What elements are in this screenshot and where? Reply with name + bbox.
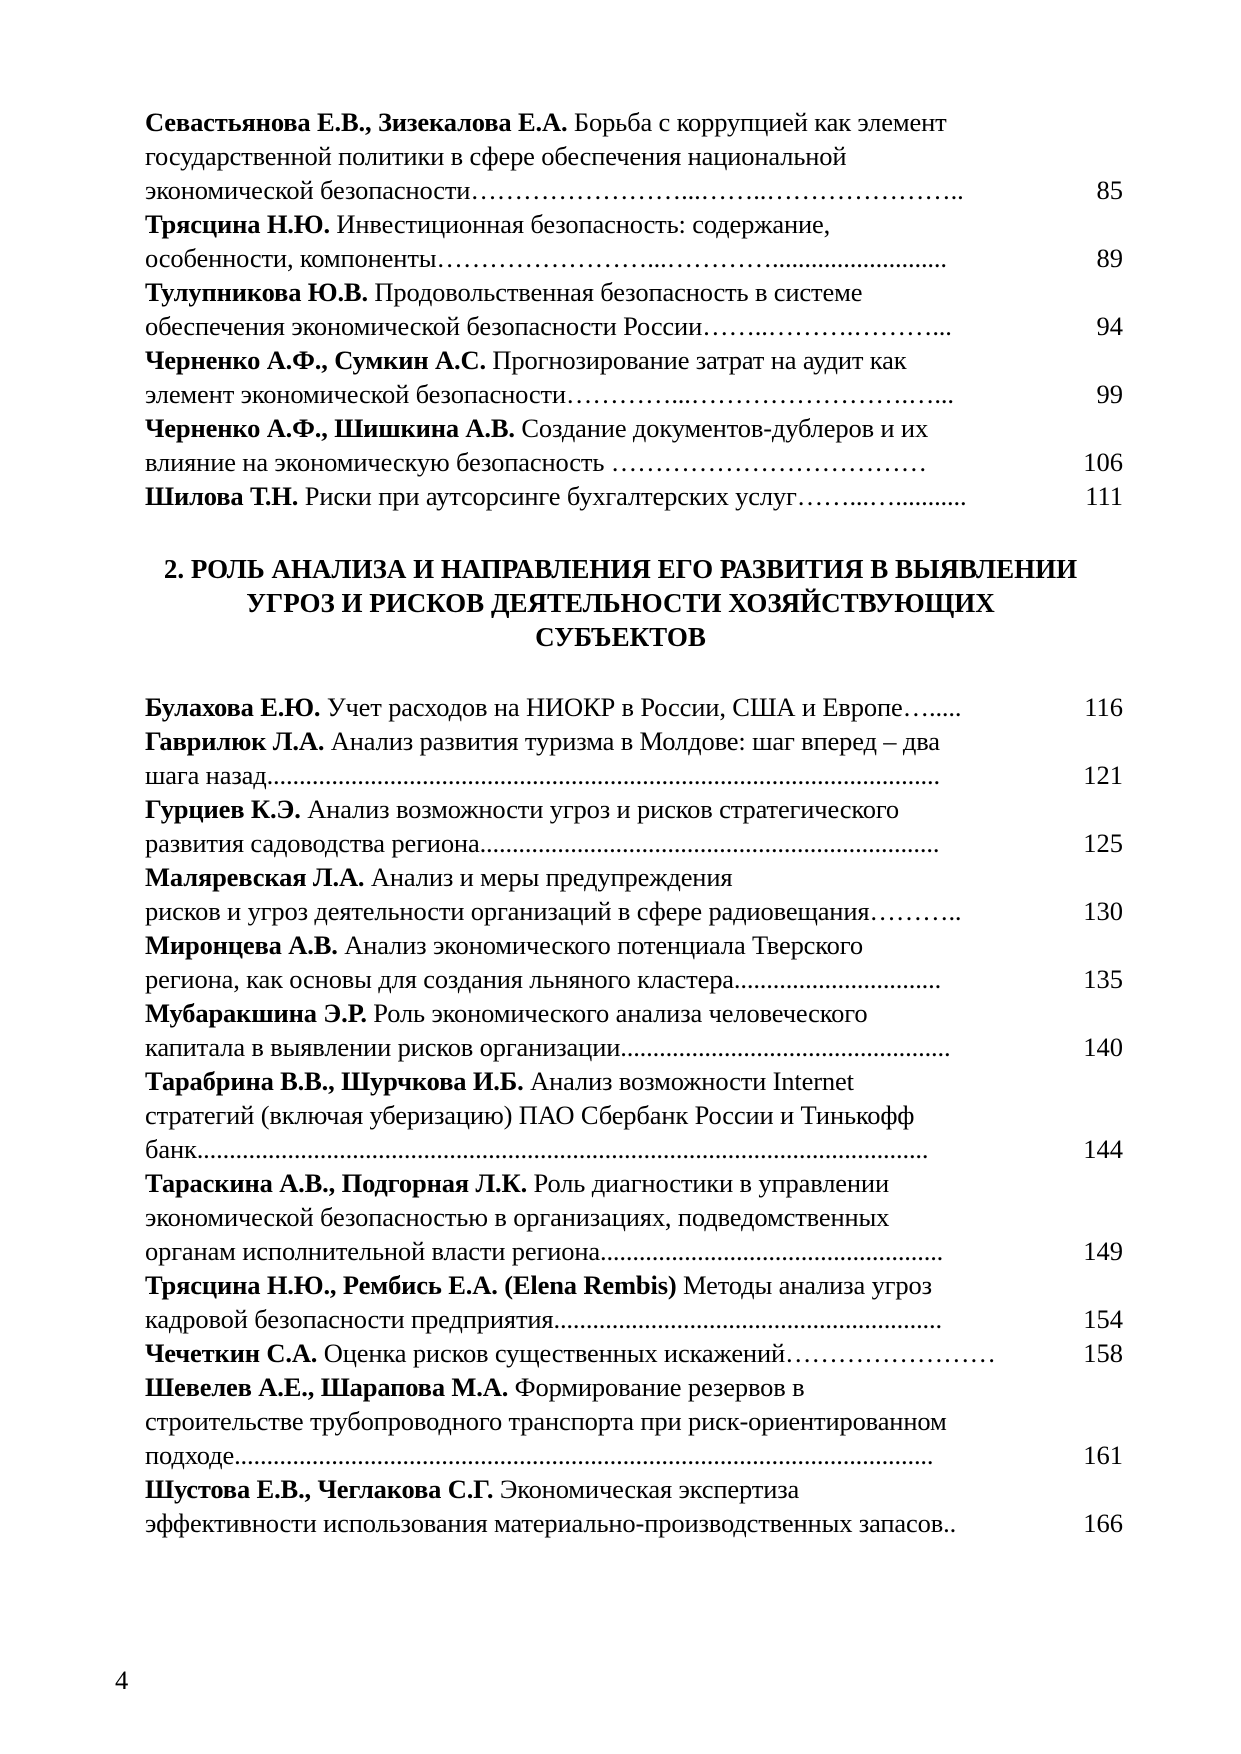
toc-entry-line (145, 479, 1057, 513)
toc-entry-text: рисков и угроз деятельности организаций в сфере радиовещания……….. (145, 896, 962, 926)
toc-entry-author: Миронцева А.В. (145, 930, 338, 960)
toc-entry-line (145, 1404, 1057, 1438)
toc-entry-text: региона, как основы для создания льняного кластера................................ (145, 964, 942, 994)
toc-entry-line (145, 1302, 1057, 1336)
toc-entry-text: Борьба с коррупцией как элемент (567, 107, 947, 137)
toc-entry-text: Создание документов-дублеров и их (514, 413, 929, 443)
toc-entry-page-number: 106 (1083, 447, 1123, 477)
toc-entry (145, 479, 1123, 513)
toc-entry (145, 996, 1123, 1064)
toc-entry (145, 1064, 1123, 1166)
toc-entry-line (145, 860, 1057, 894)
toc-entry-text: эффективности использования материально-производственных запасов.. (145, 1508, 957, 1538)
toc-entry (145, 343, 1123, 411)
toc-entry-author: Булахова Е.Ю. (145, 692, 321, 722)
toc-entry-line (145, 241, 1057, 275)
toc-entry-line (145, 792, 1057, 826)
toc-entry-text: особенности, компоненты……………………...…………........................... (145, 243, 947, 273)
toc-entry-text: органам исполнительной власти региона..................................................... (145, 1236, 944, 1266)
toc-entry-author: Черненко А.Ф., Шишкина А.В. (145, 413, 515, 443)
toc-entry-line (145, 996, 1057, 1030)
toc-entry-text: Анализ экономического потенциала Тверского (337, 930, 863, 960)
page-number: 4 (115, 1665, 129, 1695)
toc-entry-text: Инвестиционная безопасность: содержание, (329, 209, 831, 239)
toc-entry-line (145, 1064, 1057, 1098)
toc-entry-text: кадровой безопасности предприятия............................................................ (145, 1304, 942, 1334)
toc-entry (145, 928, 1123, 996)
toc-entry-text: Экономическая экспертиза (493, 1474, 800, 1504)
toc-entry-line (145, 377, 1057, 411)
toc-entry-page-number: 125 (1083, 828, 1123, 858)
toc-entry (145, 105, 1123, 207)
toc-entry (145, 690, 1123, 724)
toc-entry-author: Черненко А.Ф., Сумкин А.С. (145, 345, 486, 375)
toc-entry (145, 207, 1123, 275)
toc-entry-line (145, 690, 1057, 724)
toc-entry-line (145, 1506, 1057, 1540)
toc-entry-page-number: 158 (1083, 1338, 1123, 1368)
toc-entry-line (145, 343, 1057, 377)
toc-entry-text: Оценка рисков существенных искажений…………………… (317, 1338, 996, 1368)
toc-entry-author: Шилова Т.Н. (145, 481, 299, 511)
toc-entry-text: Анализ возможности угроз и рисков стратегического (300, 794, 900, 824)
toc-entry (145, 792, 1123, 860)
toc-entry-text: Формирование резервов в (508, 1372, 805, 1402)
toc-entry-page-number: 121 (1083, 760, 1123, 790)
toc-entry-text: шага назад........................................................................................................ (145, 760, 940, 790)
toc-entry-author: Мубаракшина Э.Р. (145, 998, 367, 1028)
toc-entry-page-number: 89 (1096, 243, 1123, 273)
toc-entry-page-number: 161 (1083, 1440, 1123, 1470)
toc-entry-line (145, 445, 1057, 479)
toc-entry-text: Анализ возможности Internet (523, 1066, 854, 1096)
toc-entry-text: развития садоводства региона....................................................................... (145, 828, 940, 858)
toc-entry-line (145, 928, 1057, 962)
toc-entry-line (145, 105, 1057, 139)
toc-entry-page-number: 94 (1096, 311, 1123, 341)
toc-entry-author: Севастьянова Е.В., Зизекалова Е.А. (145, 107, 568, 137)
toc-entry (145, 1336, 1123, 1370)
toc-entry-page-number: 116 (1084, 692, 1123, 722)
toc-entry-author: Трясцина Н.Ю. (145, 209, 330, 239)
toc-entry-text: Анализ развития туризма в Молдове: шаг вперед – два (324, 726, 940, 756)
toc-entry-author: Тарабрина В.В., Шурчкова И.Б. (145, 1066, 524, 1096)
toc-entry-page-number: 140 (1083, 1032, 1123, 1062)
toc-entry-line (145, 826, 1057, 860)
toc-entry-author: Шустова Е.В., Чеглакова С.Г. (145, 1474, 494, 1504)
toc-entry-author: Шевелев А.Е., Шарапова М.А. (145, 1372, 509, 1402)
toc-entry-line (145, 1132, 1057, 1166)
toc-entry-line (145, 894, 1057, 928)
toc-entry-page-number: 135 (1083, 964, 1123, 994)
toc-entry (145, 1472, 1123, 1540)
toc-entry-text: экономической безопасностью в организациях, подведомственных (145, 1202, 890, 1232)
toc-entry-line (145, 1166, 1057, 1200)
toc-entry-text: банк................................................................................................................. (145, 1134, 929, 1164)
toc-entry-text: Анализ и меры предупреждения (364, 862, 733, 892)
toc-entry-line (145, 275, 1057, 309)
toc-entry-line (145, 1472, 1057, 1506)
toc-entry-text: Прогнозирование затрат на аудит как (485, 345, 907, 375)
toc-entry-text: Роль экономического анализа человеческого (366, 998, 868, 1028)
toc-entry-text: капитала в выявлении рисков организации................................................... (145, 1032, 951, 1062)
toc-entry-line (145, 173, 1057, 207)
toc-entry-page-number: 154 (1083, 1304, 1123, 1334)
toc-entry-line (145, 1438, 1057, 1472)
toc-entry-author: Чечеткин С.А. (145, 1338, 318, 1368)
toc-entry-page-number: 99 (1096, 379, 1123, 409)
toc-entry-page-number: 85 (1096, 175, 1123, 205)
section-title-line: 2. РОЛЬ АНАЛИЗА И НАПРАВЛЕНИЯ ЕГО РАЗВИТИЯ В ВЫЯВЛЕНИИ (163, 554, 1078, 584)
toc-entry-author: Трясцина Н.Ю., Рембись Е.А. (Elena Rembis) (145, 1270, 677, 1300)
toc-entry-line (145, 1234, 1057, 1268)
toc-entry-line (145, 758, 1057, 792)
section-title-line: СУБЪЕКТОВ (535, 622, 706, 652)
toc-entry-line (145, 1336, 1057, 1370)
toc-entry-author: Гурциев К.Э. (145, 794, 301, 824)
toc-entry-text: стратегий (включая уберизацию) ПАО Сбербанк России и Тинькофф (145, 1100, 915, 1130)
toc-entry-line (145, 1370, 1057, 1404)
toc-entry-line (145, 309, 1057, 343)
toc-entry-author: Маляревская Л.А. (145, 862, 365, 892)
toc-entry-line (145, 1098, 1057, 1132)
section-2-title (100, 552, 1141, 654)
toc-entry-author: Тараскина А.В., Подгорная Л.К. (145, 1168, 528, 1198)
toc-entry-text: обеспечения экономической безопасности России……..……….………... (145, 311, 952, 341)
toc-entry (145, 1370, 1123, 1472)
toc-entry (145, 860, 1123, 928)
toc-entry-text: Методы анализа угроз (676, 1270, 932, 1300)
toc-entry-author: Тулупникова Ю.В. (145, 277, 368, 307)
toc-entry (145, 411, 1123, 479)
toc-entry-line (145, 724, 1057, 758)
toc-entry-line (145, 207, 1057, 241)
toc-entry (145, 1166, 1123, 1268)
toc-entry-text: Риски при аутсорсинге бухгалтерских услуг……...…........... (298, 481, 967, 511)
toc-entry (145, 724, 1123, 792)
toc-entry-page-number: 130 (1083, 896, 1123, 926)
toc-entry-line (145, 1200, 1057, 1234)
toc-part-1 (145, 105, 1123, 513)
toc-entry-page-number: 166 (1083, 1508, 1123, 1538)
toc-entry-page-number: 144 (1083, 1134, 1123, 1164)
toc-entry (145, 275, 1123, 343)
toc-entry-text: элемент экономической безопасности…………...…………………….…... (145, 379, 954, 409)
toc-entry-page-number: 149 (1083, 1236, 1123, 1266)
toc-entry-text: Роль диагностики в управлении (527, 1168, 889, 1198)
toc-entry-line (145, 139, 1057, 173)
section-title-line: УГРОЗ И РИСКОВ ДЕЯТЕЛЬНОСТИ ХОЗЯЙСТВУЮЩИХ (246, 588, 995, 618)
toc-entry-text: строительстве трубопроводного транспорта при риск-ориентированном (145, 1406, 947, 1436)
toc-entry-line (145, 1030, 1057, 1064)
toc-entry-line (145, 962, 1057, 996)
toc-entry-text: экономической безопасности……………………...……..………………….. (145, 175, 964, 205)
toc-entry-line (145, 1268, 1057, 1302)
toc-entry-author: Гаврилюк Л.А. (145, 726, 325, 756)
toc-entry-page-number: 111 (1085, 481, 1123, 511)
toc-entry-text: влияние на экономическую безопасность ……………………………… (145, 447, 927, 477)
toc-entry-line (145, 411, 1057, 445)
toc-entry (145, 1268, 1123, 1336)
toc-entry-text: подходе............................................................................................................ (145, 1440, 934, 1470)
toc-entry-text: государственной политики в сфере обеспечения национальной (145, 141, 847, 171)
toc-part-2 (145, 690, 1123, 1540)
toc-entry-text: Учет расходов на НИОКР в России, США и Европе…..... (320, 692, 962, 722)
toc-entry-text: Продовольственная безопасность в системе (367, 277, 863, 307)
